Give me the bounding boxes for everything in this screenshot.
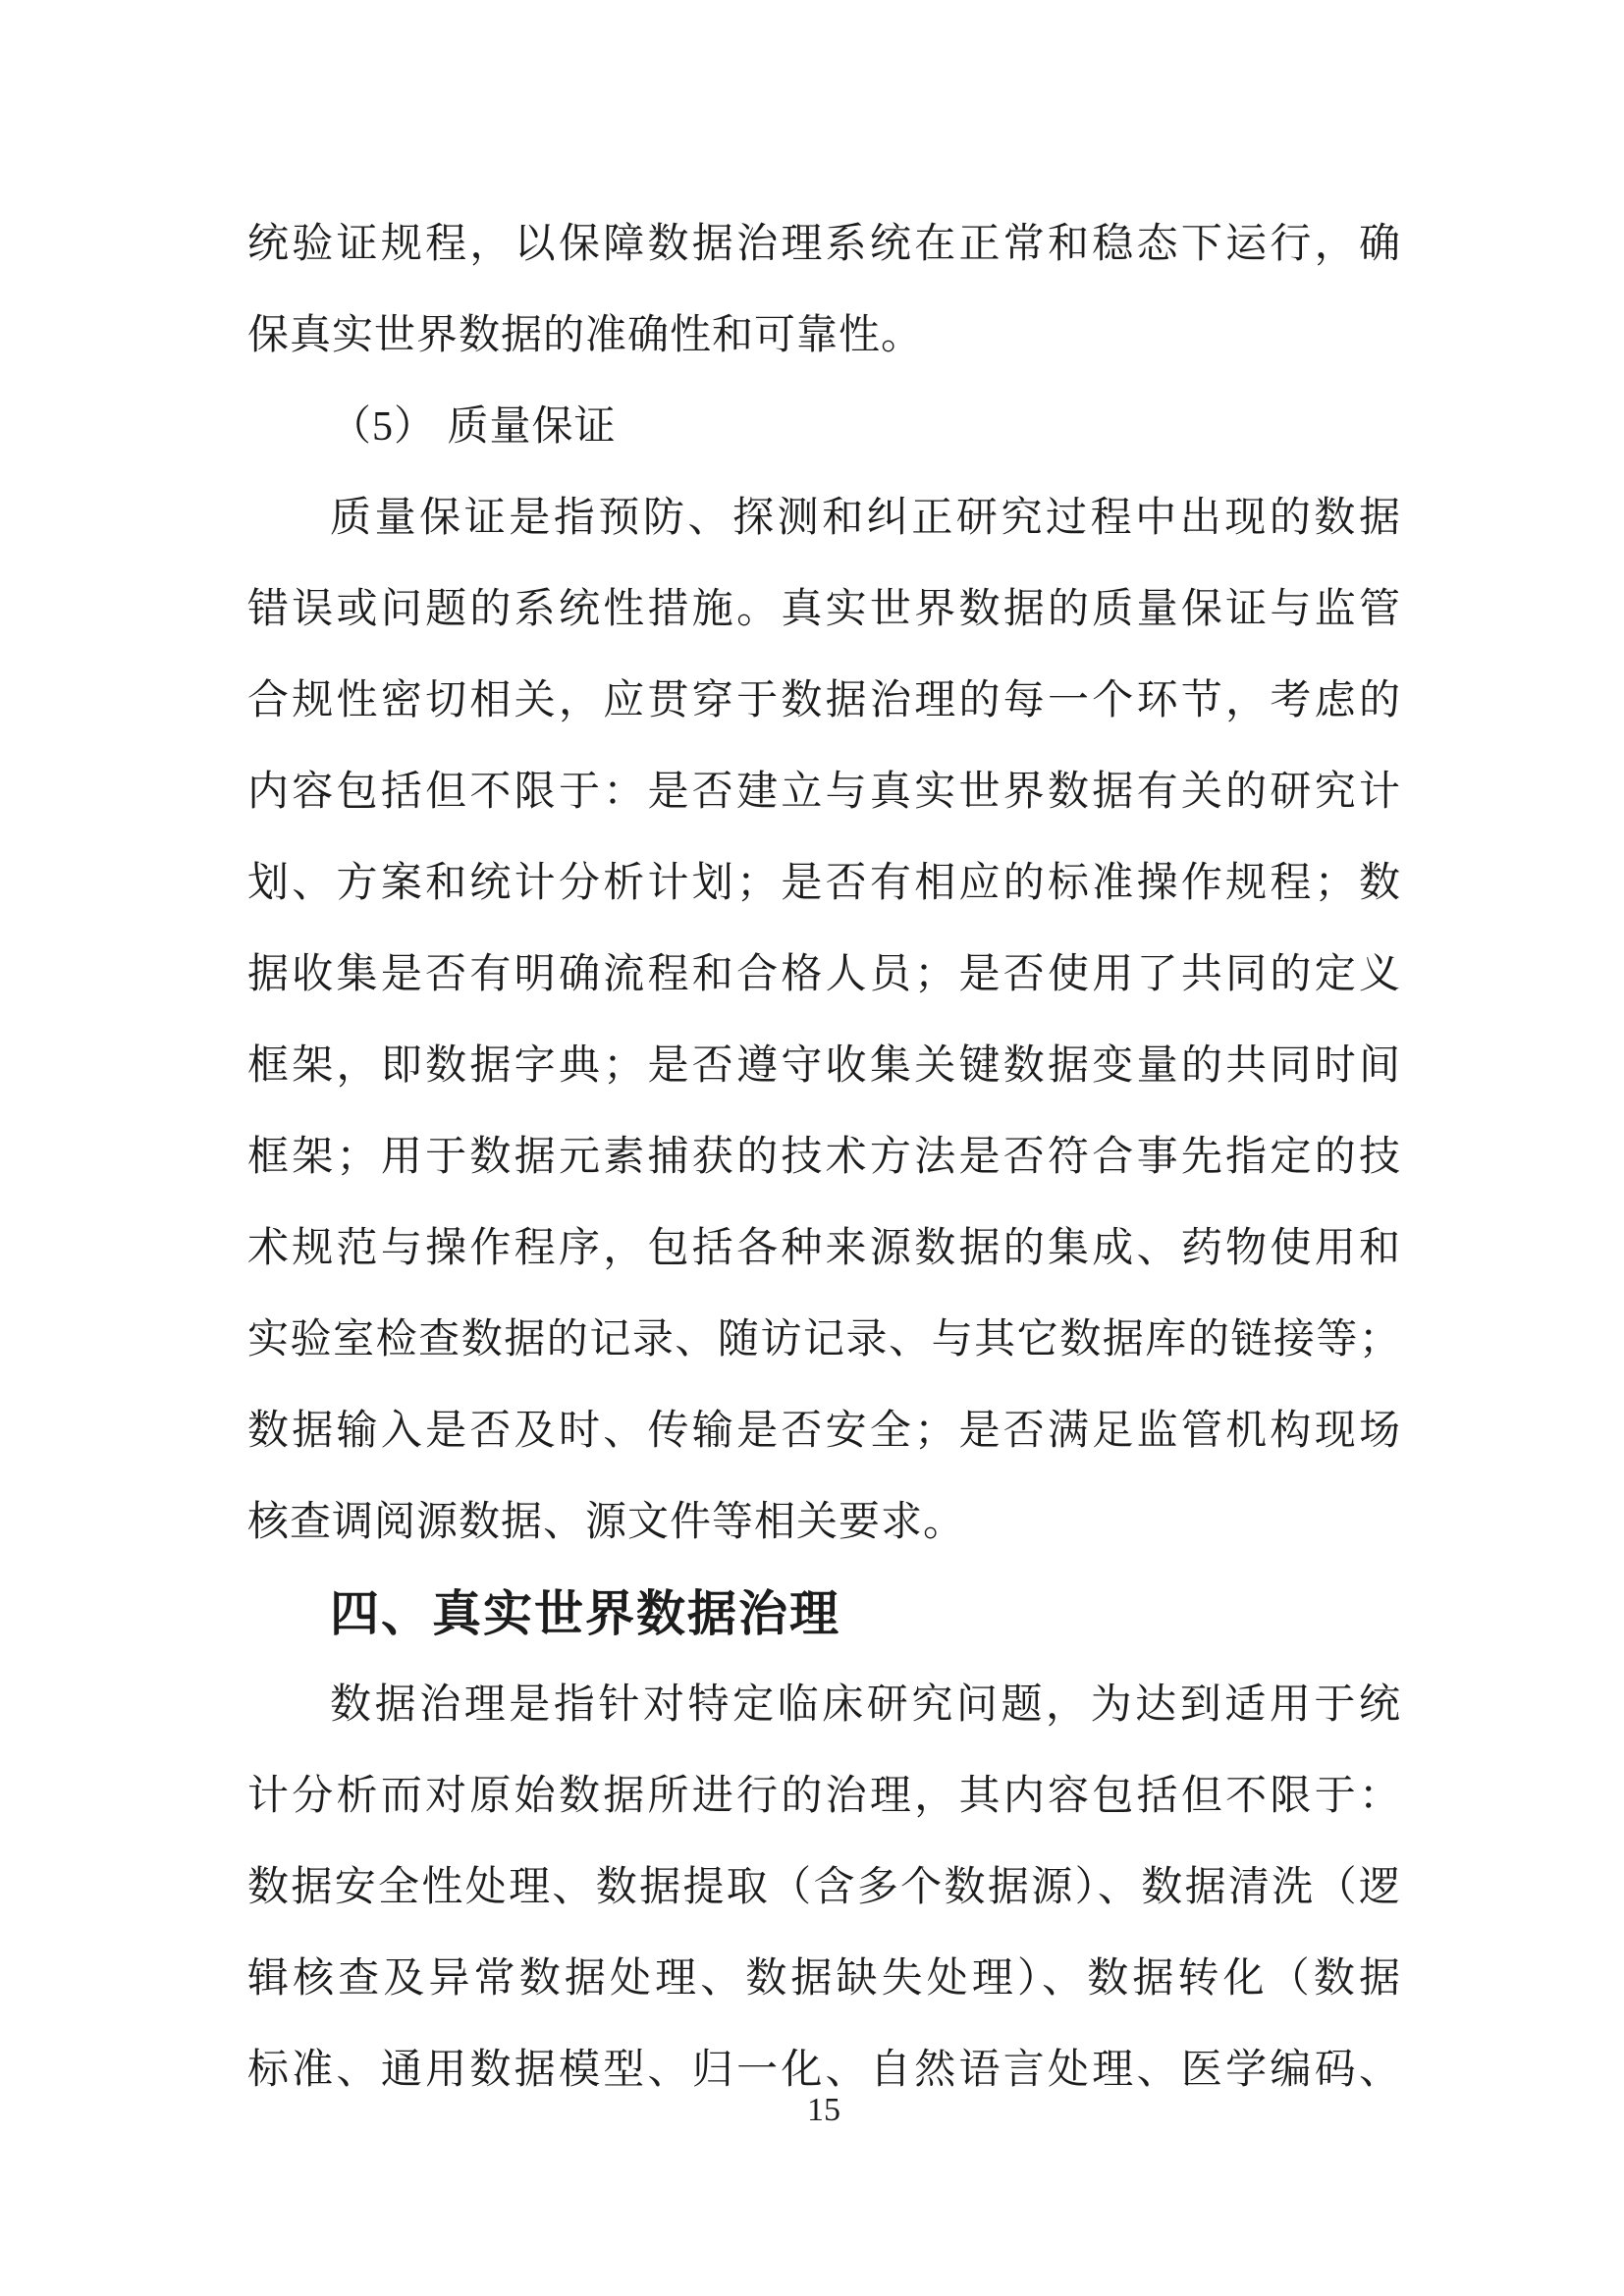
body-line: 框架，即数据字典；是否遵守收集关键数据变量的共同时间 <box>247 1043 1400 1089</box>
body-line: 内容包括但不限于：是否建立与真实世界数据有关的研究计 <box>247 770 1400 815</box>
body-line: 数据安全性处理、数据提取（含多个数据源）、数据清洗（逻 <box>247 1865 1400 1910</box>
body-line: 划、方案和统计分析计划；是否有相应的标准操作规程；数 <box>247 861 1400 906</box>
body-line: 核查调阅源数据、源文件等相关要求。 <box>247 1500 966 1545</box>
body-line: 数据输入是否及时、传输是否安全；是否满足监管机构现场 <box>247 1409 1400 1454</box>
section-heading-4: 四、真实世界数据治理 <box>330 1586 840 1641</box>
body-line: 合规性密切相关，应贯穿于数据治理的每一个环节，考虑的 <box>247 678 1400 723</box>
body-line: 质量保证是指预防、探测和纠正研究过程中出现的数据 <box>330 496 1400 541</box>
body-line: 数据治理是指针对特定临床研究问题，为达到适用于统 <box>330 1682 1400 1728</box>
body-line: 框架；用于数据元素捕获的技术方法是否符合事先指定的技 <box>247 1135 1400 1180</box>
body-line: 实验室检查数据的记录、随访记录、与其它数据库的链接等； <box>247 1317 1400 1362</box>
body-line: 计分析而对原始数据所进行的治理，其内容包括但不限于： <box>247 1774 1400 1819</box>
subsection-heading-5: （5） 质量保证 <box>330 404 617 450</box>
body-line: 标准、通用数据模型、归一化、自然语言处理、医学编码、 <box>247 2048 1400 2093</box>
body-line: 据收集是否有明确流程和合格人员；是否使用了共同的定义 <box>247 952 1400 997</box>
body-line: 保真实世界数据的准确性和可靠性。 <box>247 313 924 358</box>
body-line: 术规范与操作程序，包括各种来源数据的集成、药物使用和 <box>247 1226 1400 1271</box>
page-number: 15 <box>807 2092 840 2128</box>
body-line: 错误或问题的系统性措施。真实世界数据的质量保证与监管 <box>247 587 1400 632</box>
body-line: 辑核查及异常数据处理、数据缺失处理）、数据转化（数据 <box>247 1956 1400 2002</box>
text-block <box>247 199 1400 2116</box>
body-line: 统验证规程，以保障数据治理系统在正常和稳态下运行，确 <box>247 222 1400 267</box>
